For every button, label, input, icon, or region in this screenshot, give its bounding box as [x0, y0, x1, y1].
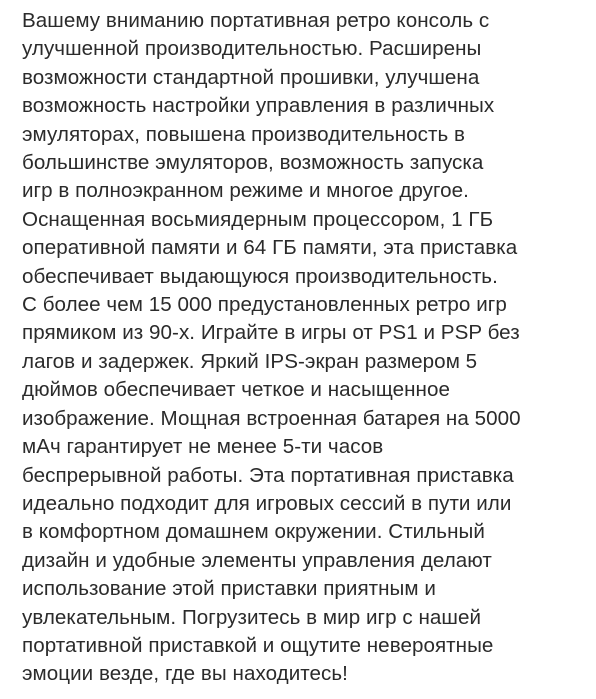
- description-line: Оснащенная восьмиядерным процессором, 1 ГБ: [22, 207, 494, 231]
- description-line: лагов и задержек. Яркий IPS-экран размером 5: [22, 349, 478, 373]
- description-line: использование этой приставки приятным и: [22, 577, 436, 601]
- description-line: портативной приставкой и ощутите невероятные: [22, 633, 494, 657]
- description-line: идеально подходит для игровых сессий в пути или: [22, 491, 512, 515]
- description-line: эмоции везде, где вы находитесь!: [22, 662, 348, 686]
- description-line: игр в полноэкранном режиме и многое другое.: [22, 179, 469, 203]
- description-line: С более чем 15 000 предустановленных ретро игр: [22, 293, 507, 317]
- description-line: дизайн и удобные элементы управления делают: [22, 548, 492, 572]
- description-line: дюймов обеспечивает четкое и насыщенное: [22, 378, 450, 402]
- description-line: в комфортном домашнем окружении. Стильный: [22, 520, 485, 544]
- description-line: возможности стандартной прошивки, улучшена: [22, 65, 480, 89]
- description-line: прямиком из 90-х. Играйте в игры от PS1 и PSP без: [22, 321, 520, 345]
- description-line: эмуляторах, повышена производительность в: [22, 122, 466, 146]
- description-line: изображение. Мощная встроенная батарея на 5000: [22, 406, 521, 430]
- description-line: оперативной памяти и 64 ГБ памяти, эта приставка: [22, 236, 518, 260]
- description-line: увлекательным. Погрузитесь в мир игр с нашей: [22, 605, 482, 629]
- description-line: мАч гарантирует не менее 5-ти часов: [22, 435, 384, 459]
- product-description: [22, 7, 592, 689]
- description-line: Вашему вниманию портативная ретро консоль с: [22, 9, 490, 32]
- description-line: возможность настройки управления в различных: [22, 94, 495, 118]
- description-line: большинстве эмуляторов, возможность запуска: [22, 151, 484, 175]
- description-line: беспрерывной работы. Эта портативная приставка: [22, 463, 514, 487]
- description-line: улучшенной производительностью. Расширены: [22, 37, 482, 61]
- description-line: обеспечивает выдающуюся производительность.: [22, 264, 498, 288]
